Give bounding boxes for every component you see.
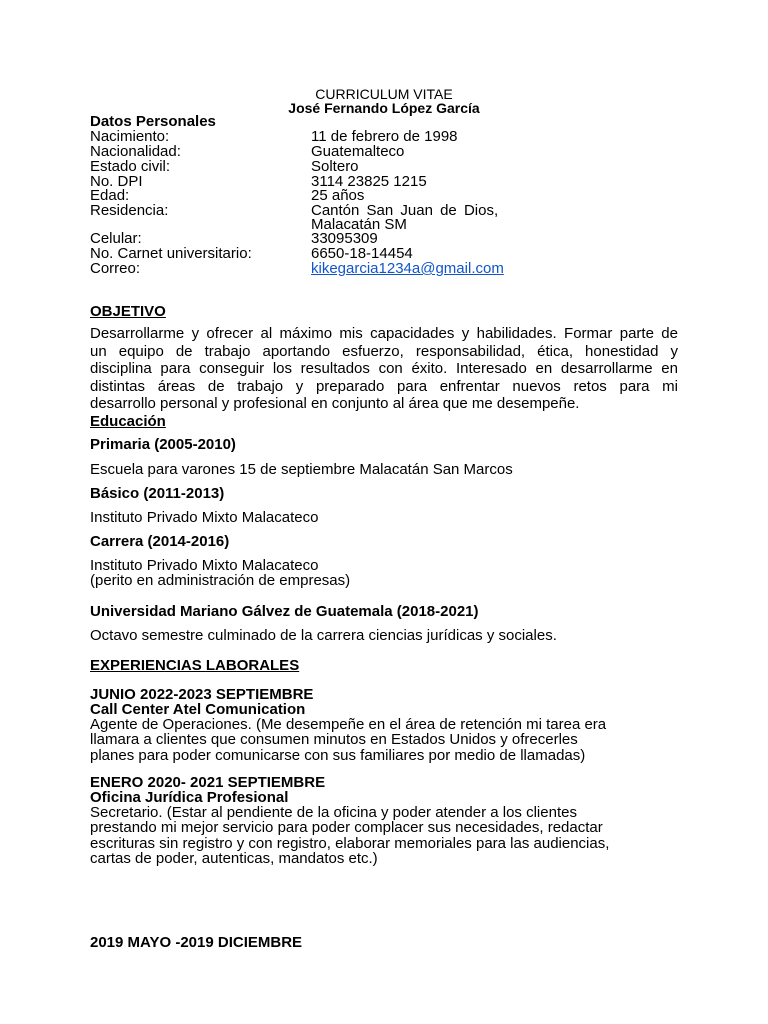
experience-period-2: ENERO 2020- 2021 SEPTIEMBRE [90, 774, 326, 791]
objective-line: distintas áreas de trabajo y preparado para enfrentar nuevos retos para mi [90, 377, 678, 395]
experience-period-3: 2019 MAYO -2019 DICIEMBRE [90, 934, 303, 951]
email-label: Correo: [90, 260, 141, 277]
experience-line: escrituras sin registro y con registro, elaborar memoriales para las audiencias, [90, 834, 610, 852]
education-school-primary: Escuela para varones 15 de septiembre Malacatán San Marcos [90, 461, 513, 478]
experience-period-1: JUNIO 2022-2023 SEPTIEMBRE [90, 686, 314, 703]
personal-data-heading: Datos Personales [90, 113, 216, 130]
experience-line: cartas de poder, autenticas, mandatos etc.) [90, 850, 378, 868]
education-career-detail: (perito en administración de empresas) [90, 572, 351, 589]
experience-line: planes para poder comunicarse con sus familiares por medio de llamadas) [90, 746, 586, 764]
phone-value: 33095309 [311, 230, 378, 247]
age-label: Edad: [90, 187, 130, 204]
objective-line: un equipo de trabajo aportando esfuerzo, responsabilidad, ética, honestidad y [90, 342, 678, 360]
birth-value: 11 de febrero de 1998 [311, 128, 458, 145]
phone-label: Celular: [90, 230, 142, 247]
experience-line: prestando mi mejor servicio para poder complacer sus necesidades, redactar [90, 819, 603, 837]
student-id-label: No. Carnet universitario: [90, 245, 252, 262]
objective-heading: OBJETIVO [90, 303, 166, 320]
experience-line: Secretario. (Estar al pendiente de la oficina y poder atender a los clientes [90, 804, 577, 821]
objective-line: desarrollo personal y profesional en conjunto al área que me desempeñe. [90, 395, 580, 412]
birth-label: Nacimiento: [90, 128, 170, 145]
objective-line: disciplina para conseguir los resultados con éxito. Interesado en desarrollarme en [90, 360, 678, 377]
residence-value-line2: Malacatán SM [311, 216, 407, 233]
experience-company-2: Oficina Jurídica Profesional [90, 789, 289, 806]
education-title-primary: Primaria (2005-2010) [90, 436, 236, 453]
experience-description-1 [90, 717, 606, 763]
objective-paragraph [90, 325, 678, 413]
dpi-value: 3114 23825 1215 [311, 173, 427, 190]
education-title-basic: Básico (2011-2013) [90, 485, 225, 502]
residence-value: Cantón San Juan de Dios, [311, 202, 499, 219]
candidate-name: José Fernando López García [288, 100, 480, 116]
experience-heading: EXPERIENCIAS LABORALES [90, 657, 300, 674]
education-school-career: Instituto Privado Mixto Malacateco [90, 557, 319, 574]
experience-line: llamara a clientes que consumen minutos en Estados Unidos y ofrecerles [90, 731, 578, 749]
experience-description-2 [90, 805, 609, 867]
nationality-value: Guatemalteco [311, 143, 405, 160]
education-title-university: Universidad Mariano Gálvez de Guatemala (2018-2021) [90, 603, 479, 620]
education-title-career: Carrera (2014-2016) [90, 533, 230, 550]
marital-status-value: Soltero [311, 158, 359, 175]
residence-label: Residencia: [90, 202, 169, 219]
marital-status-label: Estado civil: [90, 158, 171, 175]
experience-company-1: Call Center Atel Comunication [90, 701, 306, 718]
student-id-value: 6650-18-14454 [311, 245, 413, 262]
education-heading: Educación [90, 413, 166, 430]
education-university-detail: Octavo semestre culminado de la carrera ciencias jurídicas y sociales. [90, 627, 557, 644]
document-title: CURRICULUM VITAE [315, 86, 453, 102]
nationality-label: Nacionalidad: [90, 143, 181, 160]
objective-line: Desarrollarme y ofrecer al máximo mis capacidades y habilidades. Formar parte de [90, 325, 678, 342]
age-value: 25 años [311, 187, 365, 204]
education-school-basic: Instituto Privado Mixto Malacateco [90, 509, 319, 526]
experience-line: Agente de Operaciones. (Me desempeñe en el área de retención mi tarea era [90, 716, 607, 733]
dpi-label: No. DPI [90, 173, 143, 190]
email-link[interactable]: kikegarcia1234a@gmail.com [311, 260, 504, 277]
